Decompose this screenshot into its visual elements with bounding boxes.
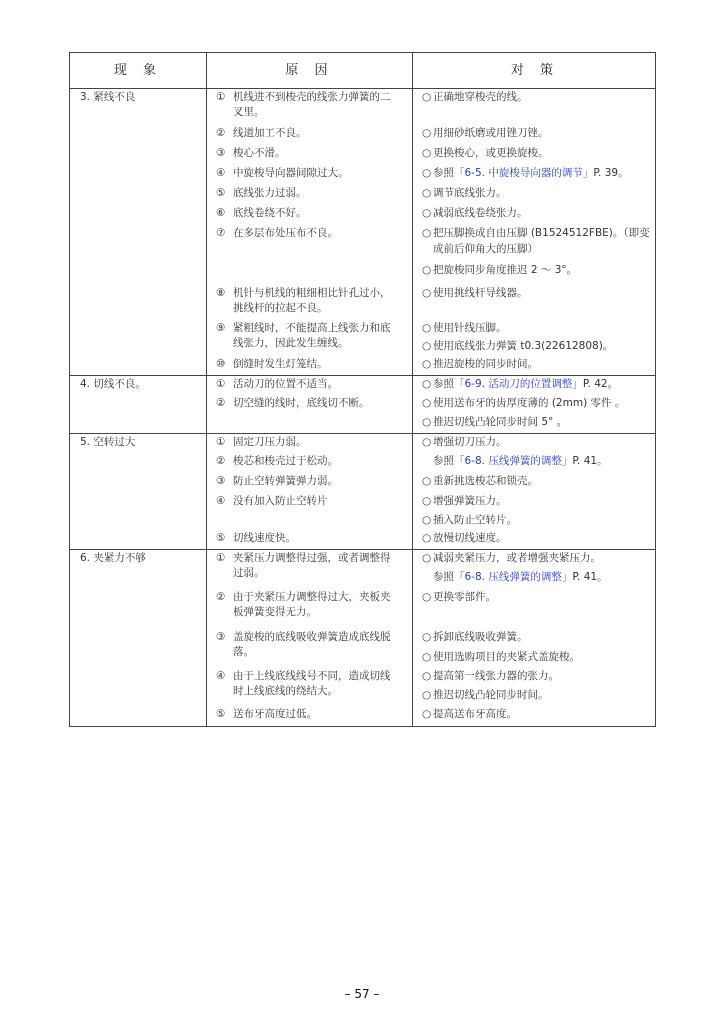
symptom-label: 3. 紧线不良 (80, 91, 136, 103)
cause-text: 落。 (233, 646, 254, 658)
bullet-circle-icon: ○ (422, 207, 432, 219)
countermeasure-item: ○ 拆卸底线吸收弹簧。 (422, 631, 528, 643)
row-divider (70, 433, 655, 434)
symptom-label: 6. 夹紧力不够 (80, 552, 146, 564)
cause-text: 夹紧压力调整得过强，或者调整得 (233, 552, 391, 564)
bullet-circle-icon: ○ (422, 167, 432, 179)
reference-link[interactable]: 「6-8. 压线弹簧的调整」 (454, 571, 573, 583)
countermeasure-item: ○ 减弱底线卷绕张力。 (422, 207, 528, 219)
cause-text: 底线张力过弱。 (233, 187, 307, 199)
header-countermeasure: 对 策 (510, 63, 560, 78)
countermeasure-continuation: 参照「6-8. 压线弹簧的调整」P. 41。 (433, 571, 608, 583)
bullet-circle-icon: ○ (422, 187, 432, 199)
bullet-circle-icon: ○ (422, 552, 432, 564)
cause-number: ② (216, 127, 226, 139)
countermeasure-item: ○ 使用底线张力弹簧 t0.3(22612808)。 (422, 340, 614, 352)
cause-number: ② (216, 397, 226, 409)
cause-number: ① (216, 378, 226, 390)
cause-text: 活动刀的位置不适当。 (233, 378, 338, 390)
cause-text: 叉里。 (233, 106, 265, 118)
countermeasure-item: ○ 把旋梭同步角度推迟 2 ～ 3°。 (422, 264, 578, 276)
cause-number: ⑤ (216, 708, 226, 720)
countermeasure-item: ○ 推迟旋梭的同步时间。 (422, 358, 538, 370)
countermeasure-item: ○ 插入防止空转片。 (422, 514, 517, 526)
cause-text: 梭芯和梭壳过于松动。 (233, 455, 338, 467)
symptom-label: 5. 空转过大 (80, 436, 136, 448)
cause-text: 防止空转弹簧弹力弱。 (233, 475, 338, 487)
header-cause: 原 因 (285, 63, 334, 78)
cause-text: 机针与机线的粗细相比针孔过小， (233, 287, 391, 299)
cause-number: ① (216, 552, 226, 564)
countermeasure-continuation: 参照「6-8. 压线弹簧的调整」P. 41。 (433, 455, 608, 467)
troubleshooting-table (69, 52, 656, 727)
cause-text: 在多层布处压布不良。 (233, 227, 338, 239)
countermeasure-item: ○ 增强弹簧压力。 (422, 495, 507, 507)
column-divider (412, 53, 413, 726)
cause-text: 盖旋梭的底线吸收弹簧造成底线脱 (233, 631, 391, 643)
countermeasure-item: ○ 用细砂纸磨或用锉刀锉。 (422, 127, 549, 139)
countermeasure-item: ○ 提高送布牙高度。 (422, 708, 517, 720)
countermeasure-item: ○ 使用挑线杆导线器。 (422, 287, 528, 299)
countermeasure-item: ○ 正确地穿梭壳的线。 (422, 91, 528, 103)
cause-text: 送布牙高度过低。 (233, 708, 317, 720)
bullet-circle-icon: ○ (422, 514, 432, 526)
countermeasure-item: ○ 参照「6-9. 活动刀的位置调整」P. 42。 (422, 378, 619, 390)
column-divider (206, 53, 207, 726)
cause-number: ③ (216, 475, 226, 487)
cause-text: 切线速度快。 (233, 532, 296, 544)
cause-text: 紧粗线时，不能提高上线张力和底 (233, 322, 391, 334)
countermeasure-item: ○ 更换零部件。 (422, 591, 496, 603)
bullet-circle-icon: ○ (422, 708, 432, 720)
countermeasure-item: ○ 把压脚换成自由压脚 (B1524512FBE)。（即变 (422, 227, 650, 239)
cause-number: ① (216, 91, 226, 103)
countermeasure-item: ○ 更换梭心，或更换旋梭。 (422, 147, 549, 159)
countermeasure-item: ○ 参照「6-5. 中旋梭导向器的调节」P. 39。 (422, 167, 629, 179)
cause-number: ⑤ (216, 187, 226, 199)
bullet-circle-icon: ○ (422, 91, 432, 103)
countermeasure-item: ○ 推迟切线凸轮同步时间 5° 。 (422, 416, 568, 428)
cause-number: ② (216, 455, 226, 467)
reference-link[interactable]: 「6-9. 活动刀的位置调整」 (454, 378, 583, 390)
cause-number: ③ (216, 147, 226, 159)
countermeasure-item: ○ 推迟切线凸轮同步时间。 (422, 689, 549, 701)
cause-text: 时上线底线的绕结大。 (233, 685, 338, 697)
reference-link[interactable]: 「6-5. 中旋梭导向器的调节」 (454, 167, 594, 179)
cause-text: 中旋梭导向器间隙过大。 (233, 167, 349, 179)
reference-link[interactable]: 「6-8. 压线弹簧的调整」 (454, 455, 573, 467)
cause-number: ⑥ (216, 207, 226, 219)
countermeasure-item: ○ 使用选购项目的夹紧式盖旋梭。 (422, 651, 580, 663)
bullet-circle-icon: ○ (422, 264, 432, 276)
bullet-circle-icon: ○ (422, 287, 432, 299)
bullet-circle-icon: ○ (422, 436, 432, 448)
countermeasure-item: ○ 重新挑选梭芯和锁壳。 (422, 475, 538, 487)
row-divider (70, 375, 655, 376)
bullet-circle-icon: ○ (422, 397, 432, 409)
cause-text: 由于上线底线线号不同，造成切线 (233, 670, 391, 682)
countermeasure-item: ○ 调节底线张力。 (422, 187, 507, 199)
cause-text: 梭心不滑。 (233, 147, 286, 159)
bullet-circle-icon: ○ (422, 378, 432, 390)
cause-text: 机线进不到梭壳的线张力弹簧的二 (233, 91, 391, 103)
page-number: – 57 – (344, 987, 380, 1001)
cause-number: ① (216, 436, 226, 448)
cause-number: ④ (216, 167, 226, 179)
bullet-circle-icon: ○ (422, 147, 432, 159)
cause-text: 线张力，因此发生缠线。 (233, 337, 349, 349)
cause-text: 底线卷绕不好。 (233, 207, 307, 219)
cause-text: 线道加工不良。 (233, 127, 307, 139)
cause-number: ④ (216, 495, 226, 507)
bullet-circle-icon: ○ (422, 651, 432, 663)
cause-number: ⑩ (216, 358, 226, 370)
bullet-circle-icon: ○ (422, 495, 432, 507)
header-divider (70, 88, 655, 89)
countermeasure-continuation: 成前后仰角大的压脚） (433, 243, 538, 255)
cause-number: ⑧ (216, 287, 226, 299)
symptom-label: 4. 切线不良。 (80, 378, 146, 390)
row-divider (70, 549, 655, 550)
bullet-circle-icon: ○ (422, 689, 432, 701)
countermeasure-item: ○ 放慢切线速度。 (422, 532, 507, 544)
countermeasure-item: ○ 增强切刀压力。 (422, 436, 507, 448)
cause-text: 挑线杆的拉起不良。 (233, 302, 328, 314)
countermeasure-item: ○ 减弱夹紧压力，或者增强夹紧压力。 (422, 552, 601, 564)
cause-text: 过弱。 (233, 567, 265, 579)
countermeasure-item: ○ 提高第一线张力器的张力。 (422, 670, 559, 682)
bullet-circle-icon: ○ (422, 532, 432, 544)
cause-text: 固定刀压力弱。 (233, 436, 307, 448)
cause-number: ③ (216, 631, 226, 643)
bullet-circle-icon: ○ (422, 358, 432, 370)
cause-text: 板弹簧变得无力。 (233, 606, 317, 618)
cause-number: ⑦ (216, 227, 226, 239)
cause-number: ④ (216, 670, 226, 682)
cause-text: 由于夹紧压力调整得过大，夹板夹 (233, 591, 391, 603)
bullet-circle-icon: ○ (422, 475, 432, 487)
bullet-circle-icon: ○ (422, 591, 432, 603)
header-symptom: 现 象 (113, 63, 163, 78)
cause-text: 没有加入防止空转片 (233, 495, 328, 507)
bullet-circle-icon: ○ (422, 670, 432, 682)
bullet-circle-icon: ○ (422, 322, 432, 334)
cause-number: ⑤ (216, 532, 226, 544)
cause-number: ② (216, 591, 226, 603)
bullet-circle-icon: ○ (422, 227, 432, 239)
countermeasure-item: ○ 使用送布牙的齿厚度薄的 (2mm) 零件 。 (422, 397, 626, 409)
countermeasure-item: ○ 使用针线压脚。 (422, 322, 507, 334)
cause-number: ⑨ (216, 322, 226, 334)
cause-text: 倒缝时发生灯笼结。 (233, 358, 328, 370)
cause-text: 切空缝的线时，底线切不断。 (233, 397, 370, 409)
bullet-circle-icon: ○ (422, 631, 432, 643)
bullet-circle-icon: ○ (422, 416, 432, 428)
bullet-circle-icon: ○ (422, 340, 432, 352)
bullet-circle-icon: ○ (422, 127, 432, 139)
